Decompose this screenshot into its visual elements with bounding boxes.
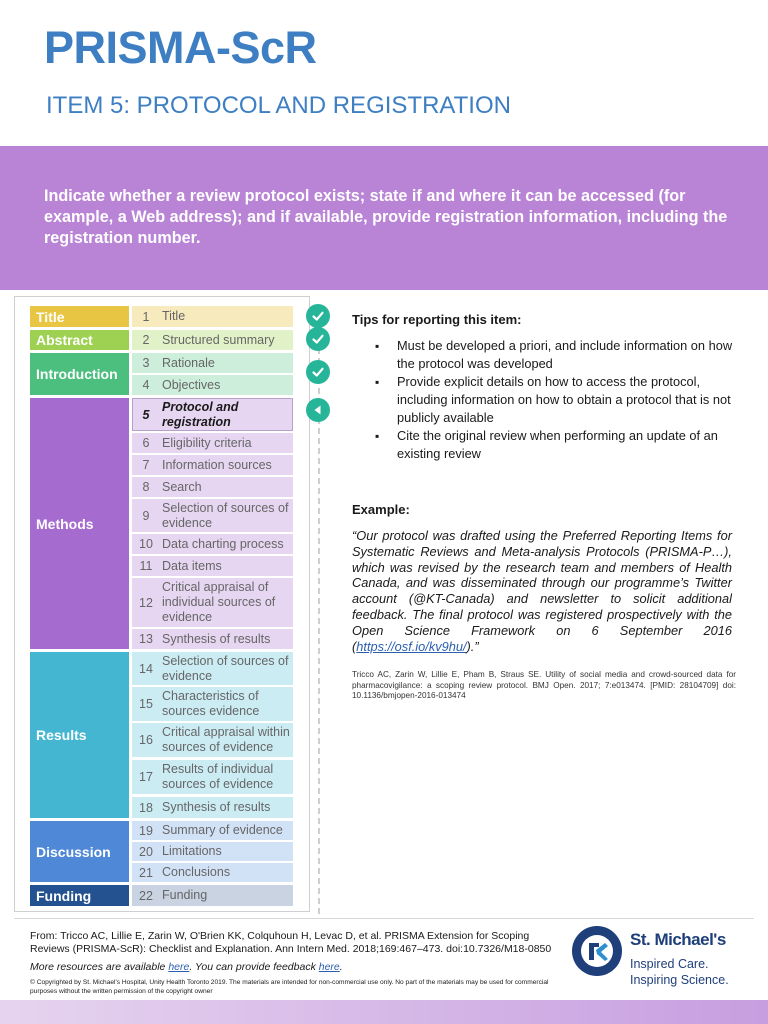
- item-label: Critical appraisal of individual sources of evidence: [162, 580, 276, 624]
- example-quote-text: “Our protocol was drafted using the Preferred Reporting Items for Systematic Reviews and Meta-analysis Protocols (PRISMA-P…), which was revised by the research team and members of Health Canada, and was disseminated through our programme’s Twitter account (@KT-Canada) and newsletter to solicit additional feedback. The final protocol was registered prospectively with the Open Science Framework on 6 September 2016 (: [352, 528, 732, 654]
- item-number: 12: [139, 595, 153, 610]
- item-label: Selection of sources of evidence: [162, 500, 289, 530]
- item-number: 6: [142, 436, 150, 450]
- check-icon: [306, 327, 330, 351]
- item-label: Title: [162, 309, 186, 323]
- copyright-notice: © Copyrighted by St. Michael's Hospital, Unity Health Toronto 2019. The materials are intended for non-commercial use only. No part of the materials may be used for commercial purposes without the written permission of the copyright owner: [30, 979, 549, 995]
- item-number: 9: [142, 508, 150, 523]
- logo-name: St. Michael's: [630, 930, 726, 949]
- item-label: Structured summary: [162, 332, 275, 347]
- section-funding[interactable]: Funding: [30, 885, 129, 906]
- source-citation: From: Tricco AC, Lillie E, Zarin W, O'Brien KK, Colquhoun H, Levac D, et al. PRISMA Extension for Scoping Reviews (PRISMA-ScR): Checklist and Explanation. Ann Intern Med. 2018;169:467–473. doi:10.7326/M18-0850: [30, 930, 552, 955]
- tip-item: ▪ Must be developed a priori, and include information on how the protocol was developed: [375, 337, 735, 373]
- item-number: 14: [139, 661, 153, 676]
- tip-item: ▪ Cite the original review when performing an update of an existing review: [375, 427, 735, 463]
- item-label: Synthesis of results: [162, 631, 271, 646]
- item-number: 7: [142, 458, 150, 472]
- knowledge-translation-logo: [572, 926, 622, 976]
- item-number: 4: [142, 378, 150, 392]
- item-number: 10: [139, 537, 153, 551]
- section-discussion[interactable]: Discussion: [30, 821, 129, 882]
- item-label: Objectives: [162, 377, 221, 392]
- item-number: 21: [139, 865, 153, 880]
- item-label: Conclusions: [162, 865, 231, 879]
- example-heading: Example:: [352, 502, 410, 517]
- item-number: 11: [139, 559, 153, 573]
- item-label: Funding: [162, 888, 208, 902]
- item-label: Results of individual sources of evidence: [162, 762, 274, 791]
- item-number: 22: [139, 888, 153, 903]
- resources-line: [30, 961, 343, 973]
- item-label: Summary of evidence: [162, 823, 283, 837]
- footer-divider: [14, 918, 754, 919]
- item-number: 15: [139, 697, 153, 711]
- tips-list: [375, 337, 735, 463]
- resources-link[interactable]: here: [168, 961, 190, 973]
- example-quote-tail: ).”: [466, 638, 479, 654]
- check-icon: [306, 304, 330, 328]
- item-description-banner: [0, 146, 768, 290]
- item-label: Information sources: [162, 457, 272, 472]
- section-title[interactable]: Title: [30, 306, 129, 327]
- item-label: Data items: [162, 558, 222, 573]
- item-number: 8: [142, 480, 150, 494]
- item-label: Limitations: [162, 844, 222, 858]
- check-icon: [306, 360, 330, 384]
- feedback-link[interactable]: here: [318, 961, 340, 973]
- item-label-current: Protocol and registration: [162, 399, 239, 429]
- arrow-left-icon: [306, 398, 330, 422]
- section-introduction[interactable]: Introduction: [30, 353, 129, 395]
- item-number: 13: [139, 632, 153, 646]
- item-label: Data charting process: [162, 536, 284, 551]
- item-number: 20: [139, 844, 153, 859]
- item-label: Selection of sources of evidence: [162, 653, 289, 683]
- item-label: Characteristics of sources evidence: [162, 689, 260, 718]
- resources-end: .: [339, 961, 343, 973]
- bottom-decorative-bar: [0, 1000, 768, 1024]
- item-number: 3: [142, 356, 150, 370]
- section-methods[interactable]: Methods: [30, 398, 129, 649]
- resources-text: More resources are available: [30, 961, 169, 973]
- item-description-text: Indicate whether a review protocol exists; state if and where it can be accessed (for example, a Web address); and if available, provide registration information, including the registration number.: [44, 187, 728, 247]
- logo-tagline: Inspired Care.: [630, 957, 709, 971]
- example-citation: Tricco AC, Zarin W, Lillie E, Pham B, Straus SE. Utility of social media and crowd-sourced data for pharmacovigilance: a scoping review protocol. BMJ Open. 2017; 7:e013474. [PMID: 28104709] doi: 10.1136/bmjopen-2016-013474: [352, 670, 736, 700]
- page-title: PRISMA-ScR: [44, 22, 317, 73]
- example-quote: [352, 528, 732, 654]
- osf-link[interactable]: https://osf.io/kv9hu/: [356, 638, 467, 654]
- item-label: Critical appraisal within sources of evidence: [162, 725, 290, 754]
- item-label: Search: [162, 479, 202, 494]
- item-number: 1: [142, 309, 150, 324]
- item-number: 18: [139, 800, 153, 815]
- item-number: 16: [139, 733, 153, 747]
- item-number: 2: [142, 333, 150, 347]
- tips-heading: Tips for reporting this item:: [352, 312, 522, 327]
- tip-item: ▪ Provide explicit details on how to access the protocol, including information on how to obtain a protocol that is not publicly available: [375, 373, 735, 427]
- section-results[interactable]: Results: [30, 652, 129, 818]
- item-number-current: 5: [142, 407, 150, 422]
- item-number: 19: [139, 823, 153, 838]
- feedback-text: . You can provide feedback: [189, 961, 319, 973]
- item-label: Rationale: [162, 355, 215, 370]
- item-label: Eligibility criteria: [162, 435, 252, 450]
- item-label: Synthesis of results: [162, 800, 271, 814]
- logo-tagline: Inspiring Science.: [630, 973, 729, 987]
- section-abstract[interactable]: Abstract: [30, 330, 129, 350]
- page-subtitle: ITEM 5: PROTOCOL AND REGISTRATION: [46, 92, 511, 119]
- item-number: 17: [139, 770, 153, 784]
